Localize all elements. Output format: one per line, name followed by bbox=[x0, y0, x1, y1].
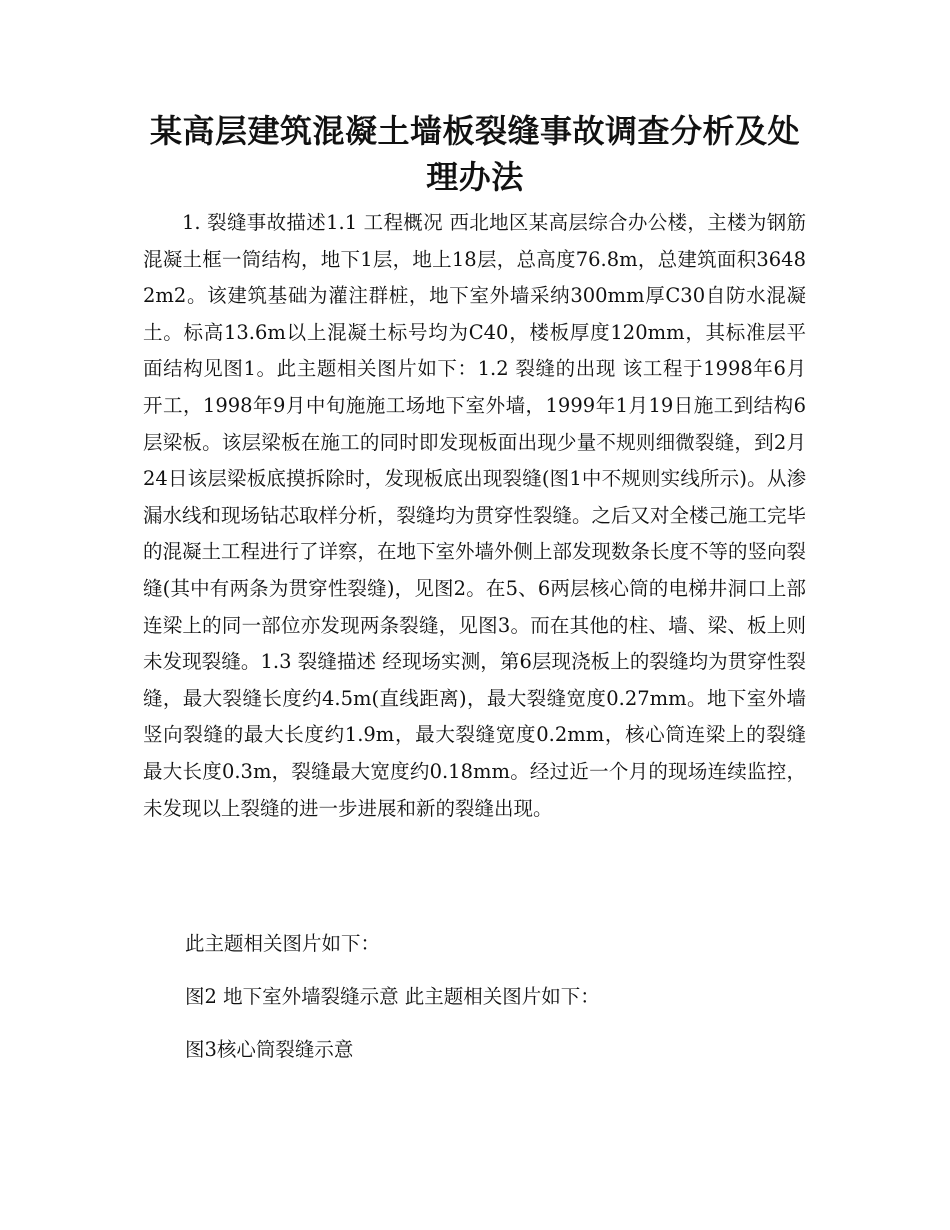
figure-caption-paragraph: 图3核心筒裂缝示意 bbox=[185, 1038, 354, 1061]
body-paragraph: 1. 裂缝事故描述1.1 工程概况 西北地区某高层综合办公楼，主楼为钢筋混凝土框一筒结构，地下1层，地上18层，总高度76.8m，总建筑面积36482m2。该建筑基础为灌注群桩，地下室外墙采纳300mm厚C30自防水混凝土。标高13.6m以上混凝土标号均为C40，楼板厚度120mm，其标准层平面结构见图1。此主题相关图片如下：1.2 裂缝的出现 该工程于1998年6月开工，1998年9月中旬施施工场地下室外墙，1999年1月19日施工到结构6层梁板。该层梁板在施工的同时即发现板面出现少量不规则细微裂缝，到2月24日该层梁板底摸拆除时，发现板底出现裂缝(图1中不规则实线所示)。从渗漏水线和现场钻芯取样分析，裂缝均为贯穿性裂缝。之后又对全楼己施工完毕的混凝土工程进行了详察，在地下室外墙外侧上部发现数条长度不等的竖向裂缝(其中有两条为贯穿性裂缝)，见图2。在5、6两层核心筒的电梯井洞口上部连梁上的同一部位亦发现两条裂缝，见图3。而在其他的柱、墙、梁、板上则未发现裂缝。1.3 裂缝描述 经现场实测，第6层现浇板上的裂缝均为贯穿性裂缝，最大裂缝长度约4.5m(直线距离)，最大裂缝宽度0.27mm。地下室外墙竖向裂缝的最大长度约1.9m，最大裂缝宽度0.2mm，核心筒连梁上的裂缝最大长度0.3m，裂缝最大宽度约0.18mm。经过近一个月的现场连续监控，未发现以上裂缝的进一步进展和新的裂缝出现。 bbox=[143, 211, 807, 820]
image-caption-paragraph: 此主题相关图片如下： bbox=[185, 932, 381, 955]
figure-caption-paragraph: 图2 地下室外墙裂缝示意 此主题相关图片如下： bbox=[185, 985, 600, 1008]
document-title: 某高层建筑混凝土墙板裂缝事故调查分析及处理办法 bbox=[149, 112, 800, 196]
